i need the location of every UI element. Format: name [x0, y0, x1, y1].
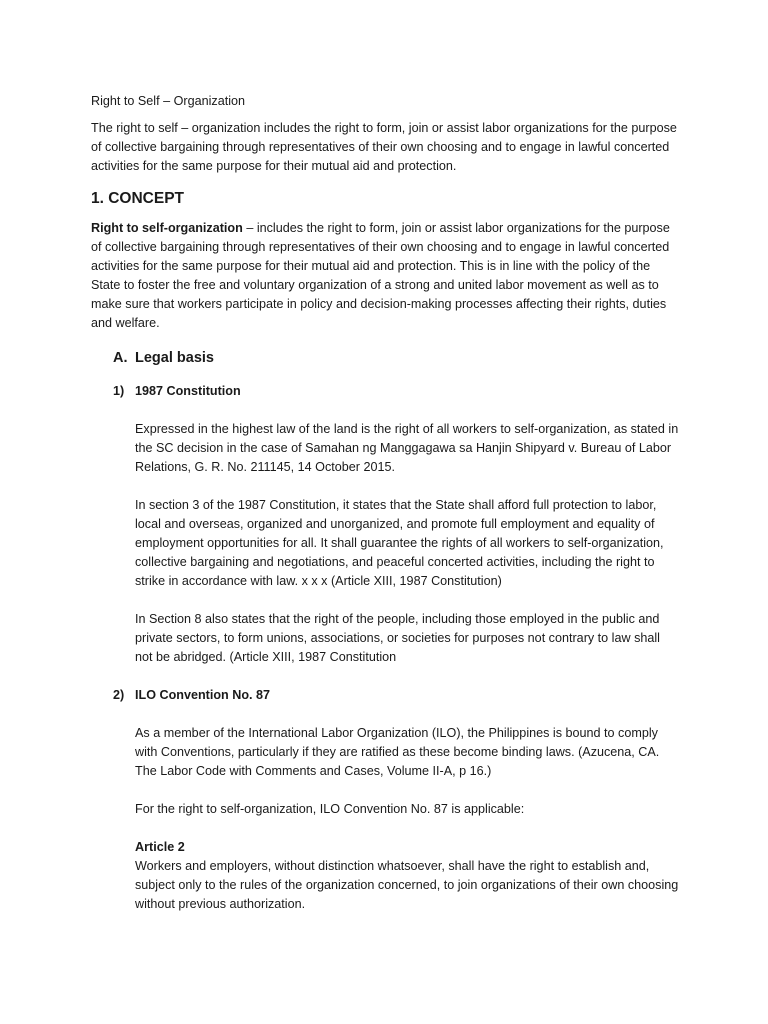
- ilo-paragraph-2: For the right to self-organization, ILO Convention No. 87 is applicable:: [135, 802, 525, 816]
- constitution-paragraph-2: In section 3 of the 1987 Constitution, it states that the State shall afford full protection to labor, local and overseas, organized and unorganized, and promote full employment and equality of employment opportunities for all. It shall guarantee the rights of all workers to self-organization, collective bargaining and negotiations, and peaceful concerted activities, including the right to strike in accordance with law. x x x (Article XIII, 1987 Constitution): [135, 498, 664, 588]
- article-2-text: Workers and employers, without distinction whatsoever, shall have the right to establish and, subject only to the rules of the organization concerned, to join organizations of their own choosing without previous authorization.: [135, 859, 679, 911]
- item-title: ILO Convention No. 87: [135, 688, 271, 702]
- item-heading-ilo-convention: [113, 686, 680, 705]
- concept-paragraph: [91, 219, 680, 333]
- document-title: Right to Self – Organization: [91, 94, 246, 108]
- item-title: 1987 Constitution: [135, 384, 241, 398]
- item-heading-constitution: [113, 382, 680, 401]
- concept-term: Right to self-organization: [91, 221, 243, 235]
- constitution-paragraph-1: Expressed in the highest law of the land is the right of all workers to self-organization, as stated in the SC decision in the case of Samahan ng Manggagawa sa Hanjin Shipyard v. Bureau of Labor Relations, G. R. No. 211145, 14 October 2015.: [135, 422, 679, 474]
- subsection-heading-legal-basis: [113, 347, 680, 369]
- item-number: 1): [113, 384, 125, 398]
- subsection-letter: A.: [113, 350, 128, 366]
- intro-paragraph: The right to self – organization includes the right to form, join or assist labor organizations for the purpose of collective bargaining through representatives of their own choosing and to engage in lawful concerted activities for the same purpose for their mutual aid and protection.: [91, 121, 677, 173]
- constitution-paragraph-3: In Section 8 also states that the right of the people, including those employed in the public and private sectors, to form unions, associations, or societies for purposes not contrary to law shall not be abridged. (Article XIII, 1987 Constitution: [135, 612, 660, 664]
- item-number: 2): [113, 688, 125, 702]
- concept-definition: – includes the right to form, join or assist labor organizations for the purpose of collective bargaining through representatives of their own choosing and to engage in lawful concerted activities for the same purpose for their mutual aid and protection. This is in line with the policy of the State to foster the free and voluntary organization of a strong and united labor movement as well as to make sure that workers participate in policy and decision-making processes affecting their rights, duties and welfare.: [91, 221, 670, 330]
- ilo-paragraph-1: As a member of the International Labor Organization (ILO), the Philippines is bound to comply with Conventions, particularly if they are ratified as these become binding laws. (Azucena, CA. The Labor Code with Comments and Cases, Volume II-A, p 16.): [135, 726, 660, 778]
- section-heading-concept: 1. CONCEPT: [91, 190, 185, 207]
- subsection-title: Legal basis: [135, 350, 214, 366]
- article-2-heading: Article 2: [135, 840, 185, 854]
